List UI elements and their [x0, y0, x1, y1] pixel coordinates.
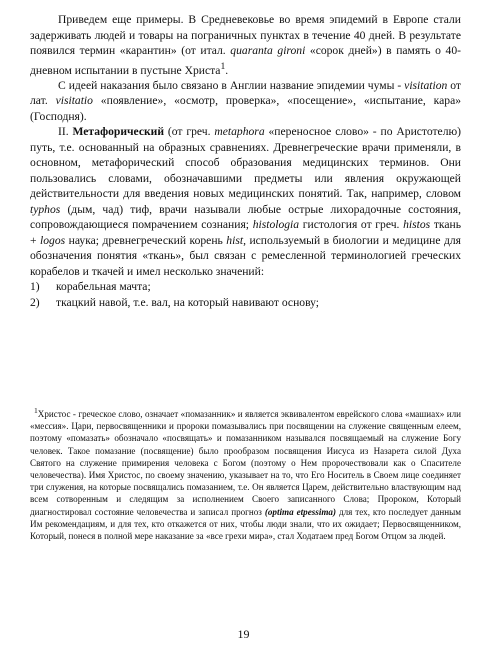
text-segment: visitation	[404, 78, 448, 92]
footnote-text	[30, 405, 461, 542]
text-segment: quaranta gironi	[230, 44, 306, 57]
text-segment: typhos	[30, 202, 61, 216]
list-item	[30, 279, 461, 295]
text-segment: , используемый в биологии и медицине для обозначения понятия «ткань», был связан с ремесленной терминологией греческих корабелов и ткачей и имел несколько значений:	[30, 233, 461, 278]
text-segment: Приведем еще примеры. В Средневековье во время эпидемий в Европе стали задерживать людей и товары на пограничных пунктах в течение 40 дней. В результате появился термин «карантин» (от итал.	[30, 13, 461, 57]
paragraph-metaphorical	[30, 124, 461, 279]
text-segment: «появление», «осмотр, проверка», «посещение», «испытание, кара» (Господня).	[30, 94, 462, 123]
text-segment: (optima etpessima)	[264, 506, 337, 517]
text-segment: visitatio	[55, 94, 93, 108]
text-segment: «сорок дней») в память о 40-дневном испытании в пустыне Христа	[30, 44, 461, 77]
text-segment: Христос - греческое слово, означает «помазанник» и является эквивалентом еврейского слова «машиах» или «мессия». Цари, первосвященники и пророки помазывались при посвящении на служение священным елеем, поэтому «помазать» обозначало «посвящать» и помазанником назывался посвящаемый на служение Богу человек. Такое помазание (посвящение) было прообразом посвящения Иисуса из Назарета силой Духа Святого на служение примирения человека с Богом (поэтому о Нем пророчествовали как о Спасителе человечества). Имя Христос, по своему значению, указывает на то, что Его Носитель в Своем лице соединяет три служения, на которые посвящались помазанием, т.е. Он является Царем, действительно властвующим над всем сотворенным и следящим за исполнением Своего записанного Слова; Пророком, Который диагностировал состояние человечества и записал прогноз	[30, 409, 461, 517]
text-segment: logos	[40, 233, 66, 247]
text-segment: С идеей наказания было связано в Англии название эпидемии чумы -	[58, 78, 405, 92]
page-number: 19	[237, 627, 250, 641]
text-segment: (дым, чад) тиф, врачи называли любые острые лихорадочные состояния, сопровождающиеся помрачением сознания;	[30, 202, 461, 232]
text-segment: II.	[58, 125, 73, 139]
paragraph-quarantine	[30, 12, 461, 78]
text-segment: .	[225, 63, 229, 77]
footnote-marker: 1	[220, 60, 226, 72]
text-segment: metaphora	[214, 125, 265, 139]
footnote-marker: 1	[34, 406, 38, 415]
text-segment: histologia	[252, 218, 300, 232]
list-item-number: 1)	[30, 280, 40, 294]
text-segment: для тех, кто последует данным Им рекомендациям, и для тех, кто откажется от них, чтобы люди знали, что их ожидает; Первосвященником, Который, понеся в полной мере наказание за «все грехи мира», стал Ходатаем пред Богом Отцом за людей.	[30, 506, 461, 542]
text-segment: «переносное слово» - по Аристотелю) путь, т.е. основанный на образных сравнениях. Древнегреческие врачи применяли, в основном, метафорический способ образования медицинских терминов. Они пользовались словами, обозначавшими предметы или явления окружающей действительности для введения новых медицинских понятий. Так, например, словом	[30, 125, 461, 201]
list-item-text: корабельная мачта;	[56, 280, 151, 294]
list-item-text: ткацкий навой, т.е. вал, на который навивают основу;	[56, 295, 320, 309]
footnote	[30, 405, 461, 542]
text-segment: Метафорический	[72, 125, 165, 139]
main-text	[30, 12, 461, 310]
list-item	[30, 295, 461, 311]
text-segment: (от греч.	[164, 125, 215, 139]
text-segment: hist	[226, 233, 244, 247]
text-segment: от лат.	[30, 78, 462, 108]
text-segment: наука; древнегреческий корень	[65, 233, 227, 247]
paragraph-visitation	[30, 78, 461, 125]
text-segment: ткань +	[30, 218, 461, 247]
text-segment: гистология от греч.	[299, 218, 404, 232]
text-segment: histos	[403, 218, 431, 232]
list-item-number: 2)	[30, 295, 40, 309]
